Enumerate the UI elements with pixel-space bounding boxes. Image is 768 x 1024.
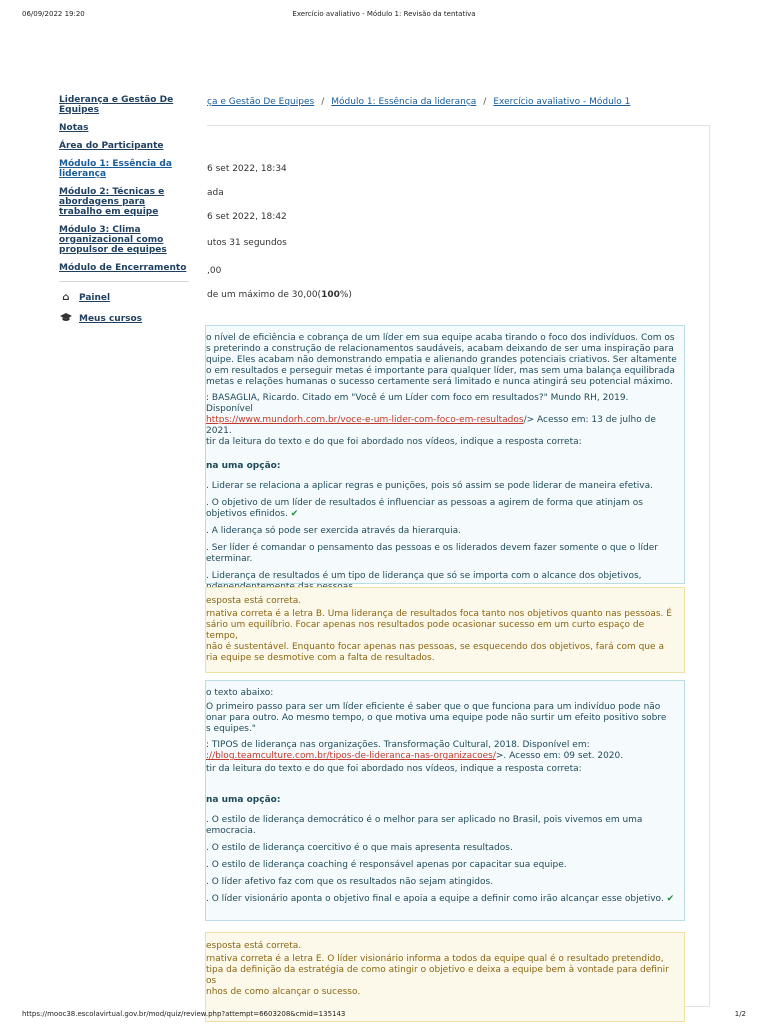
sidebar-link-notas[interactable]: Notas — [59, 123, 89, 133]
print-page-number: 1/2 — [734, 1010, 746, 1018]
sidebar-link-encerramento[interactable]: Módulo de Encerramento — [59, 263, 187, 273]
q1-option-b[interactable]: . O objetivo de um líder de resultados é influenciar as pessoas a agirem de forma que atinjam os objetivos efinidos. ✔ — [206, 498, 643, 519]
q2-prompt: tir da leitura do texto e do que foi abordado nos vídeos, indique a resposta correta: — [206, 764, 582, 774]
q2-option-c[interactable]: . O estilo de liderança coaching é responsável apenas por capacitar sua equipe. — [206, 860, 567, 870]
q1-reference: : BASAGLIA, Ricardo. Citado em "Você é um Líder com foco em resultados?" Mundo RH, 2019. Disponível — [206, 393, 629, 414]
q1-text-line: o nível de eficiência e cobrança de um líder em sua equipe acaba tirando o foco dos indivíduos. Com os — [206, 333, 675, 343]
feedback-1-line: ria equipe se desmotive com a falta de resultados. — [206, 653, 435, 663]
sidebar-link-modulo-2[interactable]: Módulo 2: Técnicas e abordagens para trabalho em equipe — [59, 187, 165, 217]
q2-option-b[interactable]: . O estilo de liderança coercitivo é o que mais apresenta resultados. — [206, 843, 513, 853]
question-2 — [205, 680, 685, 921]
nav-painel-label: Painel — [79, 292, 111, 303]
q1-option-c[interactable]: . A liderança só pode ser exercida através da hierarquia. — [206, 526, 461, 536]
print-url: https://mooc38.escolavirtual.gov.br/mod/quiz/review.php?attempt=6603208&cmid=135143 — [22, 1010, 346, 1018]
feedback-2 — [205, 932, 685, 1022]
graduation-cap-icon — [59, 313, 73, 325]
q2-text-line: onar para outro. Ao mesmo tempo, o que motiva uma equipe pode não surtir um efeito positivo sobre — [206, 713, 667, 723]
q1-text-line: o em resultados e perseguir metas é importante para qualquer líder, mas sem uma balança equilibrada — [206, 366, 675, 376]
summary-score: de um máximo de 30,00(100%) — [207, 290, 352, 300]
nav-meus-cursos-label: Meus cursos — [79, 314, 143, 324]
q2-reference: : TIPOS de liderança nas organizações. Transformação Cultural, 2018. Disponível em: — [206, 740, 590, 750]
q2-reference-link[interactable]: ://blog.teamculture.com.br/tipos-de-lideranca-nas-organizacoes/ — [206, 751, 496, 761]
feedback-2-line: tipa da definição da estratégia de como atingir o objetivo e deixa a equipe bem à vontade para definir os — [206, 965, 669, 986]
sidebar-divider — [59, 281, 189, 282]
q2-text-line: O primeiro passo para ser um líder eficiente é saber que o que funciona para um indivíduo pode não — [206, 702, 661, 712]
feedback-1 — [205, 587, 685, 673]
question-1 — [205, 325, 685, 584]
feedback-2-title: esposta está correta. — [206, 941, 302, 951]
q2-text-line: s equipes." — [206, 724, 256, 734]
course-sidebar — [59, 95, 189, 335]
nav-painel[interactable] — [59, 292, 189, 303]
summary-time: utos 31 segundos — [207, 238, 287, 248]
q1-text-line: metas e relações humanas o sucesso certamente será limitado e nunca atingirá seu potencial máximo. — [206, 377, 673, 387]
print-date: 06/09/2022 19:20 — [22, 10, 85, 18]
q2-option-e[interactable]: . O líder visionário aponta o objetivo final e apoia a equipe a definir como irão alcançar esse objetivo. ✔ — [206, 894, 675, 904]
q1-choose-label: na uma opção: — [206, 461, 281, 471]
q1-reference-link[interactable]: https://www.mundorh.com.br/voce-e-um-lider-com-foco-em-resultados — [206, 415, 524, 425]
correct-check-icon: ✔ — [666, 894, 675, 904]
summary-grade: ,00 — [207, 266, 222, 276]
summary-started: 6 set 2022, 18:34 — [207, 164, 287, 174]
summary-completed: 6 set 2022, 18:42 — [207, 212, 287, 222]
feedback-1-line: não é sustentável. Enquanto focar apenas nas pessoas, se esquecendo dos objetivos, fará com que a — [206, 642, 664, 652]
sidebar-link-modulo-3[interactable]: Módulo 3: Clima organizacional como propulsor de equipes — [59, 225, 167, 255]
home-icon: ⌂ — [62, 292, 70, 303]
feedback-2-line: rnativa correta é a letra E. O líder visionário informa a todos da equipe qual é o resultado pretendido, — [206, 954, 664, 964]
q1-text-line: quipe. Eles acabam não demonstrando empatia e alienando grandes potenciais criativos. Ser altamente — [206, 355, 677, 365]
q2-intro: o texto abaixo: — [206, 688, 274, 698]
quiz-review-region — [207, 125, 710, 1007]
q2-reference-link-line: ://blog.teamculture.com.br/tipos-de-lideranca-nas-organizacoes/>. Acesso em: 09 set. 2020. — [206, 751, 624, 761]
feedback-1-line: rnativa correta é a letra B. Uma liderança de resultados foca tanto nos objetivos quanto nas pessoas. É — [206, 609, 672, 619]
breadcrumb: ça e Gestão De Equipes / Módulo 1: Essência da liderança / Exercício avaliativo - Módulo 1 — [207, 97, 631, 107]
feedback-1-line: sário um equilíbrio. Focar apenas nos resultados pode ocasionar sucesso em um curto espaço de tempo, — [206, 620, 645, 641]
q2-option-a[interactable]: . O estilo de liderança democrático é o melhor para ser aplicado no Brasil, pois vivemos em uma emocracia. — [206, 815, 643, 836]
q1-option-e[interactable]: . Liderança de resultados é um tipo de liderança que só se importa com o alcance dos objetivos, — [206, 571, 642, 581]
q1-reference-link-line: https://www.mundorh.com.br/voce-e-um-lider-com-foco-em-resultados/> Acesso em: 13 de julho de 2021. — [206, 415, 656, 436]
q2-choose-label: na uma opção: — [206, 795, 281, 805]
breadcrumb-course[interactable]: ça e Gestão De Equipes — [207, 97, 315, 107]
print-title: Exercício avaliativo - Módulo 1: Revisão da tentativa — [292, 10, 476, 18]
breadcrumb-module[interactable]: Módulo 1: Essência da liderança — [331, 97, 477, 107]
q2-option-d[interactable]: . O líder afetivo faz com que os resultados não sejam atingidos. — [206, 877, 494, 887]
sidebar-link-area-participante[interactable]: Área do Participante — [59, 141, 164, 151]
q1-option-a[interactable]: . Liderar se relaciona a aplicar regras e punições, pois só assim se pode liderar de maneira efetiva. — [206, 481, 653, 491]
correct-check-icon: ✔ — [290, 509, 299, 519]
q1-option-d[interactable]: . Ser líder é comandar o pensamento das pessoas e os liderados devem fazer somente o que o líder eterminar. — [206, 543, 658, 564]
breadcrumb-quiz[interactable]: Exercício avaliativo - Módulo 1 — [493, 97, 631, 107]
q1-text-line: s preterindo a construção de relacionamentos saudáveis, acabam deixando de ser uma inspiração para — [206, 344, 674, 354]
q1-prompt: tir da leitura do texto e do que foi abordado nos vídeos, indique a resposta correta: — [206, 437, 582, 447]
sidebar-link-course[interactable]: Liderança e Gestão De Equipes — [59, 95, 174, 115]
nav-meus-cursos[interactable] — [59, 313, 189, 325]
feedback-1-title: esposta está correta. — [206, 596, 302, 606]
sidebar-link-modulo-1[interactable]: Módulo 1: Essência da liderança — [59, 159, 172, 179]
summary-state: ada — [207, 188, 224, 198]
feedback-2-line: nhos de como alcançar o sucesso. — [206, 987, 361, 997]
